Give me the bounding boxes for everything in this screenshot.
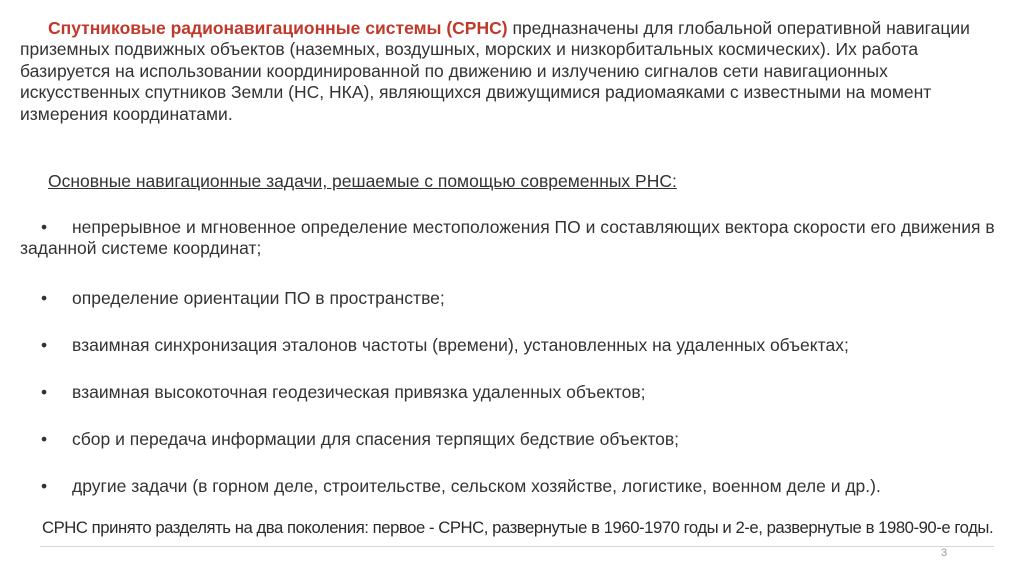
closing-paragraph: СРНС принято разделять на два поколения: первое - СРНС, развернутые в 1960-1970 годы и 2-е, развернутые в 1980-90-е годы. bbox=[42, 518, 994, 537]
bullet-icon: • bbox=[41, 288, 48, 308]
list-item-text: взаимная высокоточная геодезическая привязка удаленных объектов; bbox=[72, 382, 646, 402]
list-item-text: определение ориентации ПО в пространстве; bbox=[72, 288, 445, 308]
bullet-icon: • bbox=[41, 476, 48, 496]
tasks-list bbox=[20, 217, 1010, 516]
list-item-text: непрерывное и мгновенное определение местоположения ПО и составляющих вектора скорости его движения в заданной системе координат; bbox=[20, 217, 995, 259]
list-item-text: взаимная синхронизация эталонов частоты (времени), установленных на удаленных объектах; bbox=[72, 335, 849, 355]
list-item bbox=[20, 217, 1010, 288]
bullet-icon: • bbox=[41, 382, 48, 402]
bullet-icon: • bbox=[41, 429, 48, 449]
intro-term: Спутниковые радионавигационные системы (СРНС) bbox=[48, 18, 508, 38]
bullet-icon: • bbox=[41, 335, 48, 355]
list-item-text: другие задачи (в горном деле, строительстве, сельском хозяйстве, логистике, военном деле и др.). bbox=[72, 476, 881, 496]
intro-paragraph bbox=[20, 18, 1000, 125]
list-item bbox=[20, 288, 1010, 335]
tasks-heading: Основные навигационные задачи, решаемые с помощью современных РНС: bbox=[48, 171, 677, 191]
intro-text: предназначены для глобальной оперативной навигации приземных подвижных объектов (наземных, воздушных, морских и низкорбитальных космических). Их работа базируется на использовании координированной по движению и излучению сигналов сети навигационных искусственных спутников Земли (НС, НКА), являющихся движущимися радиомаяками с известными на момент измерения координатами. bbox=[20, 18, 970, 124]
footer-divider bbox=[40, 546, 994, 547]
list-item bbox=[20, 476, 1010, 516]
list-item bbox=[20, 335, 1010, 382]
list-item bbox=[20, 382, 1010, 429]
bullet-icon: • bbox=[41, 217, 48, 237]
list-item bbox=[20, 429, 1010, 476]
page-number: 3 bbox=[941, 547, 948, 559]
list-item-text: сбор и передача информации для спасения терпящих бедствие объектов; bbox=[72, 429, 680, 449]
